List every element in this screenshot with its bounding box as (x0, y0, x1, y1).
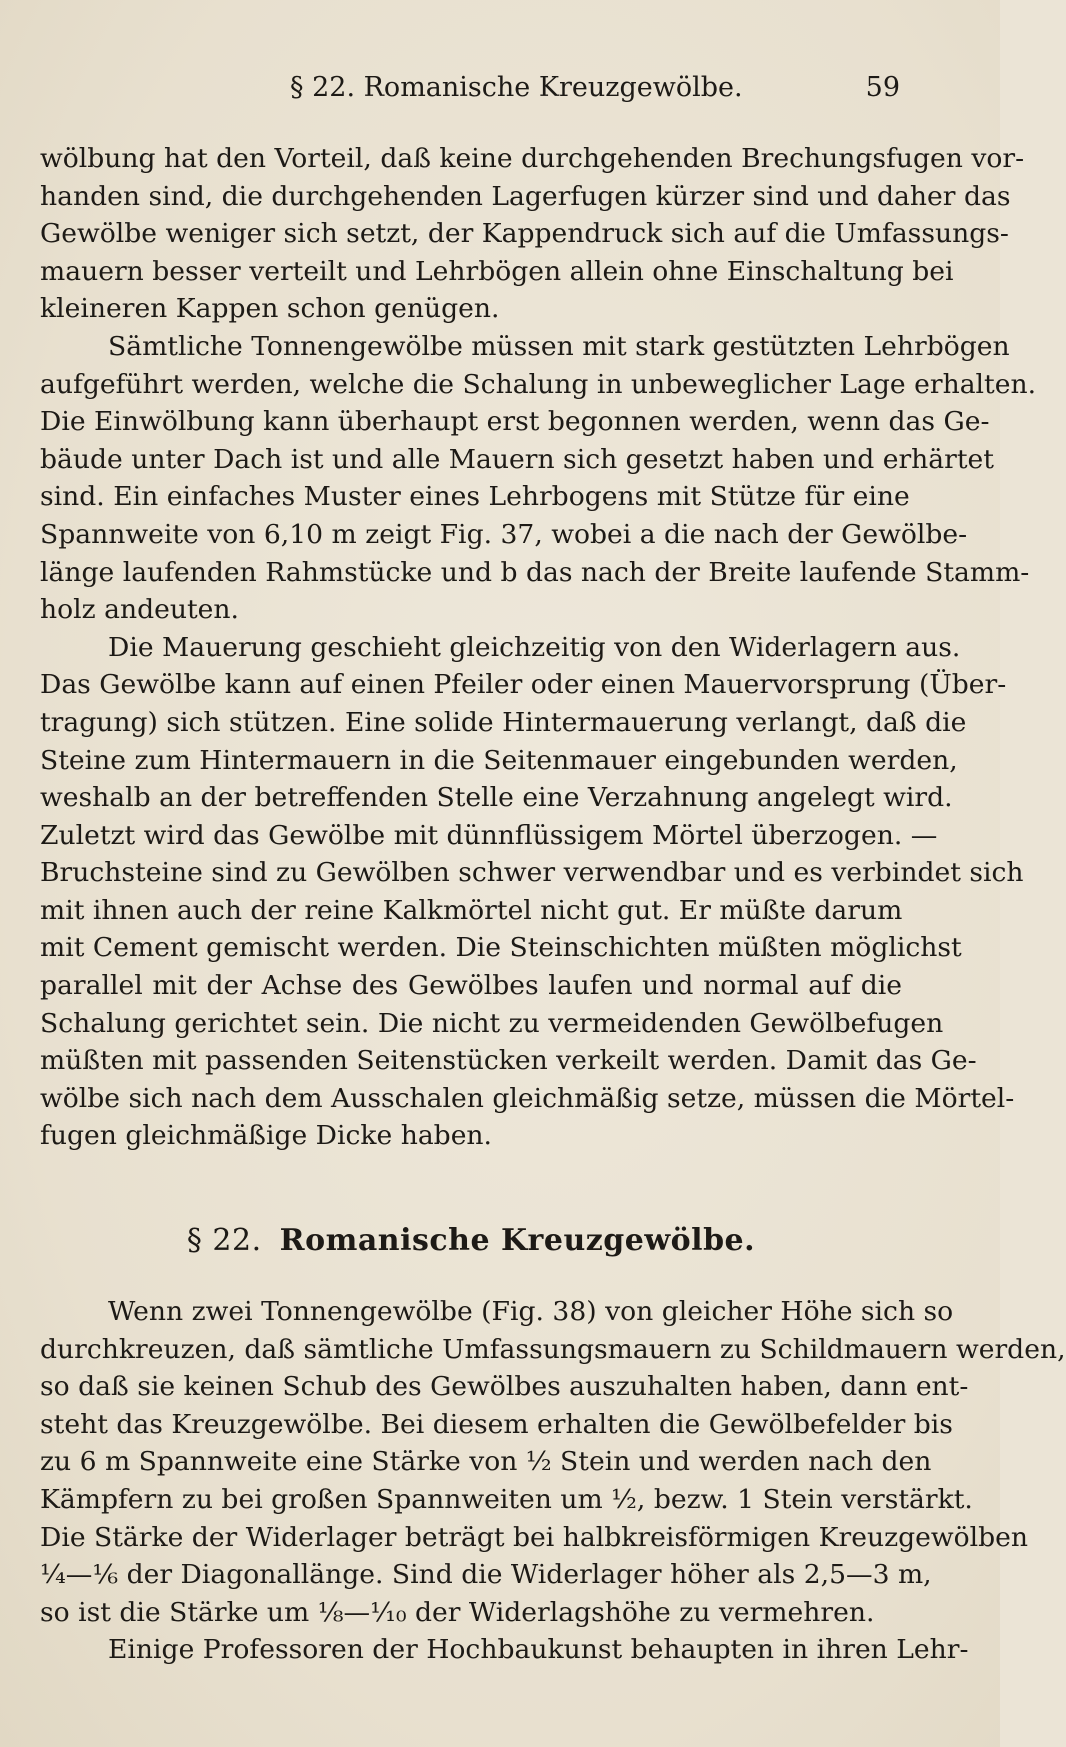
paragraph (40, 1631, 969, 1669)
text-line: Sämtliche Tonnengewölbe müssen mit stark gestützten Lehrbögen (108, 330, 1010, 362)
text-line: wölbung hat den Vorteil, daß keine durchgehenden Brechungsfugen vor- (40, 143, 1025, 174)
text-line: müßten mit passenden Seitenstücken verkeilt werden. Damit das Ge- (40, 1045, 977, 1077)
text-line: Wenn zwei Tonnengewölbe (Fig. 38) von gleicher Höhe sich so (108, 1296, 954, 1328)
section-title: Romanische Kreuzgewölbe. (279, 1223, 756, 1259)
text-line: Die Mauerung geschieht gleichzeitig von den Widerlagern aus. (108, 631, 961, 663)
text-line: zu 6 m Spannweite eine Stärke von ½ Stein und werden nach den (40, 1446, 932, 1478)
text-line: so ist die Stärke um ⅛—⅒ der Widerlagshöhe zu vermehren. (40, 1596, 875, 1628)
text-line: Zuletzt wird das Gewölbe mit dünnflüssigem Mörtel überzogen. — (40, 819, 938, 851)
text-line: Das Gewölbe kann auf einen Pfeiler oder einen Mauervorsprung (Über- (40, 669, 1007, 701)
text-line: Einige Professoren der Hochbaukunst behaupten in ihren Lehr- (108, 1634, 969, 1666)
text-line: länge laufenden Rahmstücke und b das nach der Breite laufende Stamm- (40, 556, 1030, 588)
spacer (40, 1271, 902, 1293)
text-line: Schalung gerichtet sein. Die nicht zu vermeidenden Gewölbefugen (40, 1007, 944, 1039)
page-number: 59 (865, 72, 900, 103)
text-line: Bruchsteine sind zu Gewölben schwer verwendbar und es verbindet sich (40, 857, 1024, 889)
text-line: Spannweite von 6,10 m zeigt Fig. 37, wobei a die nach der Gewölbe- (40, 518, 968, 550)
text-line: kleineren Kappen schon genügen. (40, 293, 500, 325)
text-line: mauern besser verteilt und Lehrbögen allein ohne Einschaltung bei (40, 255, 954, 287)
section-number: § 22. (186, 1223, 262, 1259)
text-line: durchkreuzen, daß sämtliche Umfassungsmauern zu Schildmauern werden, (40, 1333, 1066, 1365)
text-line: handen sind, die durchgehenden Lagerfugen kürzer sind und daher das (40, 180, 1011, 212)
paragraph (40, 629, 1024, 1155)
text-line: bäude unter Dach ist und alle Mauern sich gesetzt haben und erhärtet (40, 443, 994, 475)
paragraph (40, 328, 1037, 629)
paragraph (40, 1293, 1066, 1631)
text-line: holz andeuten. (40, 594, 239, 626)
page-body (40, 140, 1066, 1669)
running-header (40, 72, 900, 108)
text-line: so daß sie keinen Schub des Gewölbes auszuhalten haben, dann ent- (40, 1371, 969, 1403)
spacer (40, 1155, 902, 1211)
text-line: Kämpfern zu bei großen Spannweiten um ½, bezw. 1 Stein verstärkt. (40, 1484, 973, 1515)
text-line: steht das Kreuzgewölbe. Bei diesem erhalten die Gewölbefelder bis (40, 1408, 953, 1440)
text-line: mit ihnen auch der reine Kalkmörtel nicht gut. Er müßte darum (40, 894, 903, 926)
section-heading (40, 1211, 902, 1271)
running-title: § 22. Romanische Kreuzgewölbe. (290, 72, 743, 103)
text-line: Die Stärke der Widerlager beträgt bei halbkreisförmigen Kreuzgewölben (40, 1521, 1029, 1553)
text-line: ¼—⅙ der Diagonallänge. Sind die Widerlager höher als 2,5—3 m, (40, 1559, 932, 1591)
text-line: fugen gleichmäßige Dicke haben. (40, 1120, 493, 1152)
text-line: mit Cement gemischt werden. Die Steinschichten müßten möglichst (40, 932, 962, 964)
text-line: aufgeführt werden, welche die Schalung in unbeweglicher Lage erhalten. (40, 368, 1037, 400)
text-line: parallel mit der Achse des Gewölbes laufen und normal auf die (40, 970, 902, 1002)
text-line: Die Einwölbung kann überhaupt erst begonnen werden, wenn das Ge- (40, 406, 990, 438)
paragraph (40, 140, 1025, 328)
text-line: Steine zum Hintermauern in die Seitenmauer eingebunden werden, (40, 744, 958, 776)
text-line: sind. Ein einfaches Muster eines Lehrbogens mit Stütze für eine (40, 481, 910, 513)
text-line: Gewölbe weniger sich setzt, der Kappendruck sich auf die Umfassungs- (40, 218, 1009, 250)
text-line: tragung) sich stützen. Eine solide Hintermauerung verlangt, daß die (40, 706, 967, 738)
text-line: weshalb an der betreffenden Stelle eine Verzahnung angelegt wird. (40, 782, 953, 814)
text-line: wölbe sich nach dem Ausschalen gleichmäßig setze, müssen die Mörtel- (40, 1082, 1015, 1114)
